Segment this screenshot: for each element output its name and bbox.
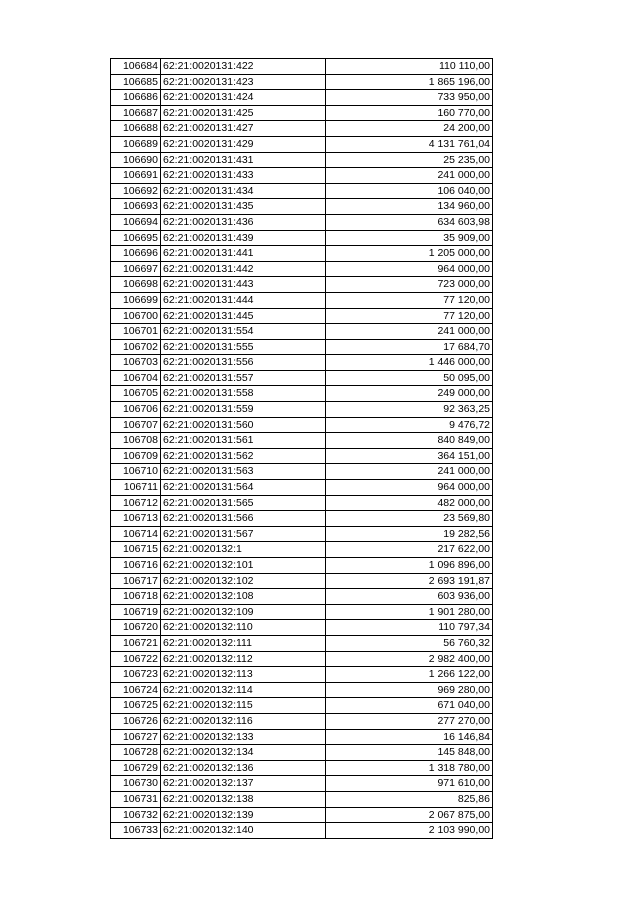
table-row [111, 370, 493, 386]
row-number-cell: 106722 [111, 651, 161, 667]
row-number-cell: 106713 [111, 511, 161, 527]
table-row [111, 183, 493, 199]
value-cell: 2 693 191,87 [326, 573, 493, 589]
table-row [111, 480, 493, 496]
row-number-cell: 106726 [111, 713, 161, 729]
cadastral-number-cell: 62:21:0020131:435 [161, 199, 326, 215]
row-number-cell: 106699 [111, 292, 161, 308]
table-row [111, 823, 493, 839]
cadastral-number-cell: 62:21:0020132:114 [161, 682, 326, 698]
value-cell: 145 848,00 [326, 745, 493, 761]
cadastral-number-cell: 62:21:0020132:111 [161, 635, 326, 651]
value-cell: 1 096 896,00 [326, 558, 493, 574]
value-cell: 241 000,00 [326, 464, 493, 480]
cadastral-number-cell: 62:21:0020132:133 [161, 729, 326, 745]
cadastral-number-cell: 62:21:0020132:113 [161, 667, 326, 683]
value-cell: 4 131 761,04 [326, 136, 493, 152]
value-cell: 56 760,32 [326, 635, 493, 651]
value-cell: 277 270,00 [326, 713, 493, 729]
table-row [111, 807, 493, 823]
value-cell: 217 622,00 [326, 542, 493, 558]
value-cell: 110 110,00 [326, 59, 493, 75]
cadastral-number-cell: 62:21:0020131:557 [161, 370, 326, 386]
value-cell: 733 950,00 [326, 90, 493, 106]
cadastral-value-table [110, 58, 493, 839]
cadastral-number-cell: 62:21:0020131:439 [161, 230, 326, 246]
value-cell: 1 901 280,00 [326, 604, 493, 620]
table-row [111, 604, 493, 620]
row-number-cell: 106698 [111, 277, 161, 293]
row-number-cell: 106688 [111, 121, 161, 137]
cadastral-number-cell: 62:21:0020131:567 [161, 526, 326, 542]
table-row [111, 682, 493, 698]
cadastral-number-cell: 62:21:0020132:136 [161, 760, 326, 776]
table-row [111, 199, 493, 215]
cadastral-number-cell: 62:21:0020131:441 [161, 246, 326, 262]
table-row [111, 573, 493, 589]
cadastral-number-cell: 62:21:0020131:444 [161, 292, 326, 308]
row-number-cell: 106694 [111, 214, 161, 230]
row-number-cell: 106712 [111, 495, 161, 511]
row-number-cell: 106732 [111, 807, 161, 823]
row-number-cell: 106724 [111, 682, 161, 698]
row-number-cell: 106730 [111, 776, 161, 792]
cadastral-number-cell: 62:21:0020131:556 [161, 355, 326, 371]
cadastral-number-cell: 62:21:0020132:140 [161, 823, 326, 839]
row-number-cell: 106720 [111, 620, 161, 636]
table-row [111, 635, 493, 651]
row-number-cell: 106717 [111, 573, 161, 589]
table-row [111, 214, 493, 230]
table-row [111, 417, 493, 433]
value-cell: 106 040,00 [326, 183, 493, 199]
value-cell: 482 000,00 [326, 495, 493, 511]
table-row [111, 760, 493, 776]
value-cell: 2 067 875,00 [326, 807, 493, 823]
row-number-cell: 106719 [111, 604, 161, 620]
document-page [110, 58, 492, 839]
table-row [111, 558, 493, 574]
table-row [111, 261, 493, 277]
row-number-cell: 106716 [111, 558, 161, 574]
table-row [111, 745, 493, 761]
table-body [111, 59, 493, 839]
row-number-cell: 106702 [111, 339, 161, 355]
cadastral-number-cell: 62:21:0020132:102 [161, 573, 326, 589]
cadastral-number-cell: 62:21:0020131:431 [161, 152, 326, 168]
value-cell: 16 146,84 [326, 729, 493, 745]
value-cell: 24 200,00 [326, 121, 493, 137]
row-number-cell: 106704 [111, 370, 161, 386]
table-row [111, 74, 493, 90]
cadastral-number-cell: 62:21:0020131:442 [161, 261, 326, 277]
value-cell: 671 040,00 [326, 698, 493, 714]
cadastral-number-cell: 62:21:0020131:425 [161, 105, 326, 121]
cadastral-number-cell: 62:21:0020131:445 [161, 308, 326, 324]
cadastral-number-cell: 62:21:0020131:561 [161, 433, 326, 449]
table-row [111, 620, 493, 636]
value-cell: 1 205 000,00 [326, 246, 493, 262]
row-number-cell: 106709 [111, 448, 161, 464]
cadastral-number-cell: 62:21:0020132:139 [161, 807, 326, 823]
cadastral-number-cell: 62:21:0020131:566 [161, 511, 326, 527]
row-number-cell: 106685 [111, 74, 161, 90]
row-number-cell: 106715 [111, 542, 161, 558]
row-number-cell: 106714 [111, 526, 161, 542]
table-row [111, 698, 493, 714]
row-number-cell: 106705 [111, 386, 161, 402]
cadastral-number-cell: 62:21:0020132:101 [161, 558, 326, 574]
table-row [111, 105, 493, 121]
cadastral-number-cell: 62:21:0020132:112 [161, 651, 326, 667]
row-number-cell: 106701 [111, 324, 161, 340]
cadastral-number-cell: 62:21:0020131:443 [161, 277, 326, 293]
table-row [111, 121, 493, 137]
table-row [111, 713, 493, 729]
cadastral-number-cell: 62:21:0020131:433 [161, 168, 326, 184]
cadastral-number-cell: 62:21:0020131:562 [161, 448, 326, 464]
value-cell: 110 797,34 [326, 620, 493, 636]
value-cell: 25 235,00 [326, 152, 493, 168]
row-number-cell: 106728 [111, 745, 161, 761]
cadastral-number-cell: 62:21:0020131:560 [161, 417, 326, 433]
value-cell: 1 865 196,00 [326, 74, 493, 90]
value-cell: 964 000,00 [326, 480, 493, 496]
value-cell: 77 120,00 [326, 308, 493, 324]
value-cell: 364 151,00 [326, 448, 493, 464]
row-number-cell: 106723 [111, 667, 161, 683]
value-cell: 1 318 780,00 [326, 760, 493, 776]
table-row [111, 791, 493, 807]
value-cell: 723 000,00 [326, 277, 493, 293]
table-row [111, 136, 493, 152]
table-row [111, 589, 493, 605]
row-number-cell: 106721 [111, 635, 161, 651]
table-row [111, 495, 493, 511]
value-cell: 969 280,00 [326, 682, 493, 698]
value-cell: 160 770,00 [326, 105, 493, 121]
value-cell: 840 849,00 [326, 433, 493, 449]
row-number-cell: 106684 [111, 59, 161, 75]
cadastral-number-cell: 62:21:0020132:109 [161, 604, 326, 620]
row-number-cell: 106687 [111, 105, 161, 121]
value-cell: 19 282,56 [326, 526, 493, 542]
cadastral-number-cell: 62:21:0020132:116 [161, 713, 326, 729]
cadastral-number-cell: 62:21:0020132:1 [161, 542, 326, 558]
row-number-cell: 106718 [111, 589, 161, 605]
cadastral-number-cell: 62:21:0020132:115 [161, 698, 326, 714]
row-number-cell: 106711 [111, 480, 161, 496]
cadastral-number-cell: 62:21:0020131:558 [161, 386, 326, 402]
value-cell: 241 000,00 [326, 324, 493, 340]
table-row [111, 324, 493, 340]
table-row [111, 526, 493, 542]
value-cell: 964 000,00 [326, 261, 493, 277]
table-row [111, 168, 493, 184]
value-cell: 634 603,98 [326, 214, 493, 230]
value-cell: 825,86 [326, 791, 493, 807]
row-number-cell: 106700 [111, 308, 161, 324]
cadastral-number-cell: 62:21:0020132:108 [161, 589, 326, 605]
row-number-cell: 106733 [111, 823, 161, 839]
value-cell: 77 120,00 [326, 292, 493, 308]
table-row [111, 433, 493, 449]
row-number-cell: 106697 [111, 261, 161, 277]
table-row [111, 308, 493, 324]
table-row [111, 542, 493, 558]
table-row [111, 448, 493, 464]
table-row [111, 776, 493, 792]
row-number-cell: 106696 [111, 246, 161, 262]
value-cell: 1 266 122,00 [326, 667, 493, 683]
cadastral-number-cell: 62:21:0020131:564 [161, 480, 326, 496]
table-row [111, 386, 493, 402]
cadastral-number-cell: 62:21:0020131:565 [161, 495, 326, 511]
cadastral-number-cell: 62:21:0020131:422 [161, 59, 326, 75]
table-row [111, 59, 493, 75]
cadastral-number-cell: 62:21:0020132:138 [161, 791, 326, 807]
cadastral-number-cell: 62:21:0020131:434 [161, 183, 326, 199]
table-row [111, 464, 493, 480]
row-number-cell: 106690 [111, 152, 161, 168]
cadastral-number-cell: 62:21:0020132:134 [161, 745, 326, 761]
cadastral-number-cell: 62:21:0020132:110 [161, 620, 326, 636]
cadastral-number-cell: 62:21:0020132:137 [161, 776, 326, 792]
value-cell: 17 684,70 [326, 339, 493, 355]
row-number-cell: 106708 [111, 433, 161, 449]
table-row [111, 230, 493, 246]
table-row [111, 355, 493, 371]
row-number-cell: 106686 [111, 90, 161, 106]
value-cell: 241 000,00 [326, 168, 493, 184]
value-cell: 50 095,00 [326, 370, 493, 386]
value-cell: 35 909,00 [326, 230, 493, 246]
table-row [111, 277, 493, 293]
cadastral-number-cell: 62:21:0020131:429 [161, 136, 326, 152]
table-row [111, 246, 493, 262]
value-cell: 23 569,80 [326, 511, 493, 527]
row-number-cell: 106695 [111, 230, 161, 246]
row-number-cell: 106710 [111, 464, 161, 480]
table-row [111, 667, 493, 683]
table-row [111, 729, 493, 745]
row-number-cell: 106706 [111, 402, 161, 418]
row-number-cell: 106692 [111, 183, 161, 199]
cadastral-number-cell: 62:21:0020131:424 [161, 90, 326, 106]
row-number-cell: 106691 [111, 168, 161, 184]
value-cell: 603 936,00 [326, 589, 493, 605]
row-number-cell: 106693 [111, 199, 161, 215]
cadastral-number-cell: 62:21:0020131:563 [161, 464, 326, 480]
value-cell: 2 103 990,00 [326, 823, 493, 839]
cadastral-number-cell: 62:21:0020131:436 [161, 214, 326, 230]
row-number-cell: 106707 [111, 417, 161, 433]
table-row [111, 402, 493, 418]
row-number-cell: 106729 [111, 760, 161, 776]
value-cell: 134 960,00 [326, 199, 493, 215]
row-number-cell: 106689 [111, 136, 161, 152]
row-number-cell: 106725 [111, 698, 161, 714]
cadastral-number-cell: 62:21:0020131:423 [161, 74, 326, 90]
row-number-cell: 106731 [111, 791, 161, 807]
cadastral-number-cell: 62:21:0020131:554 [161, 324, 326, 340]
value-cell: 1 446 000,00 [326, 355, 493, 371]
table-row [111, 292, 493, 308]
value-cell: 249 000,00 [326, 386, 493, 402]
value-cell: 92 363,25 [326, 402, 493, 418]
table-row [111, 339, 493, 355]
value-cell: 2 982 400,00 [326, 651, 493, 667]
table-row [111, 651, 493, 667]
cadastral-number-cell: 62:21:0020131:555 [161, 339, 326, 355]
value-cell: 971 610,00 [326, 776, 493, 792]
value-cell: 9 476,72 [326, 417, 493, 433]
row-number-cell: 106727 [111, 729, 161, 745]
cadastral-number-cell: 62:21:0020131:559 [161, 402, 326, 418]
row-number-cell: 106703 [111, 355, 161, 371]
cadastral-number-cell: 62:21:0020131:427 [161, 121, 326, 137]
table-row [111, 90, 493, 106]
table-row [111, 511, 493, 527]
table-row [111, 152, 493, 168]
